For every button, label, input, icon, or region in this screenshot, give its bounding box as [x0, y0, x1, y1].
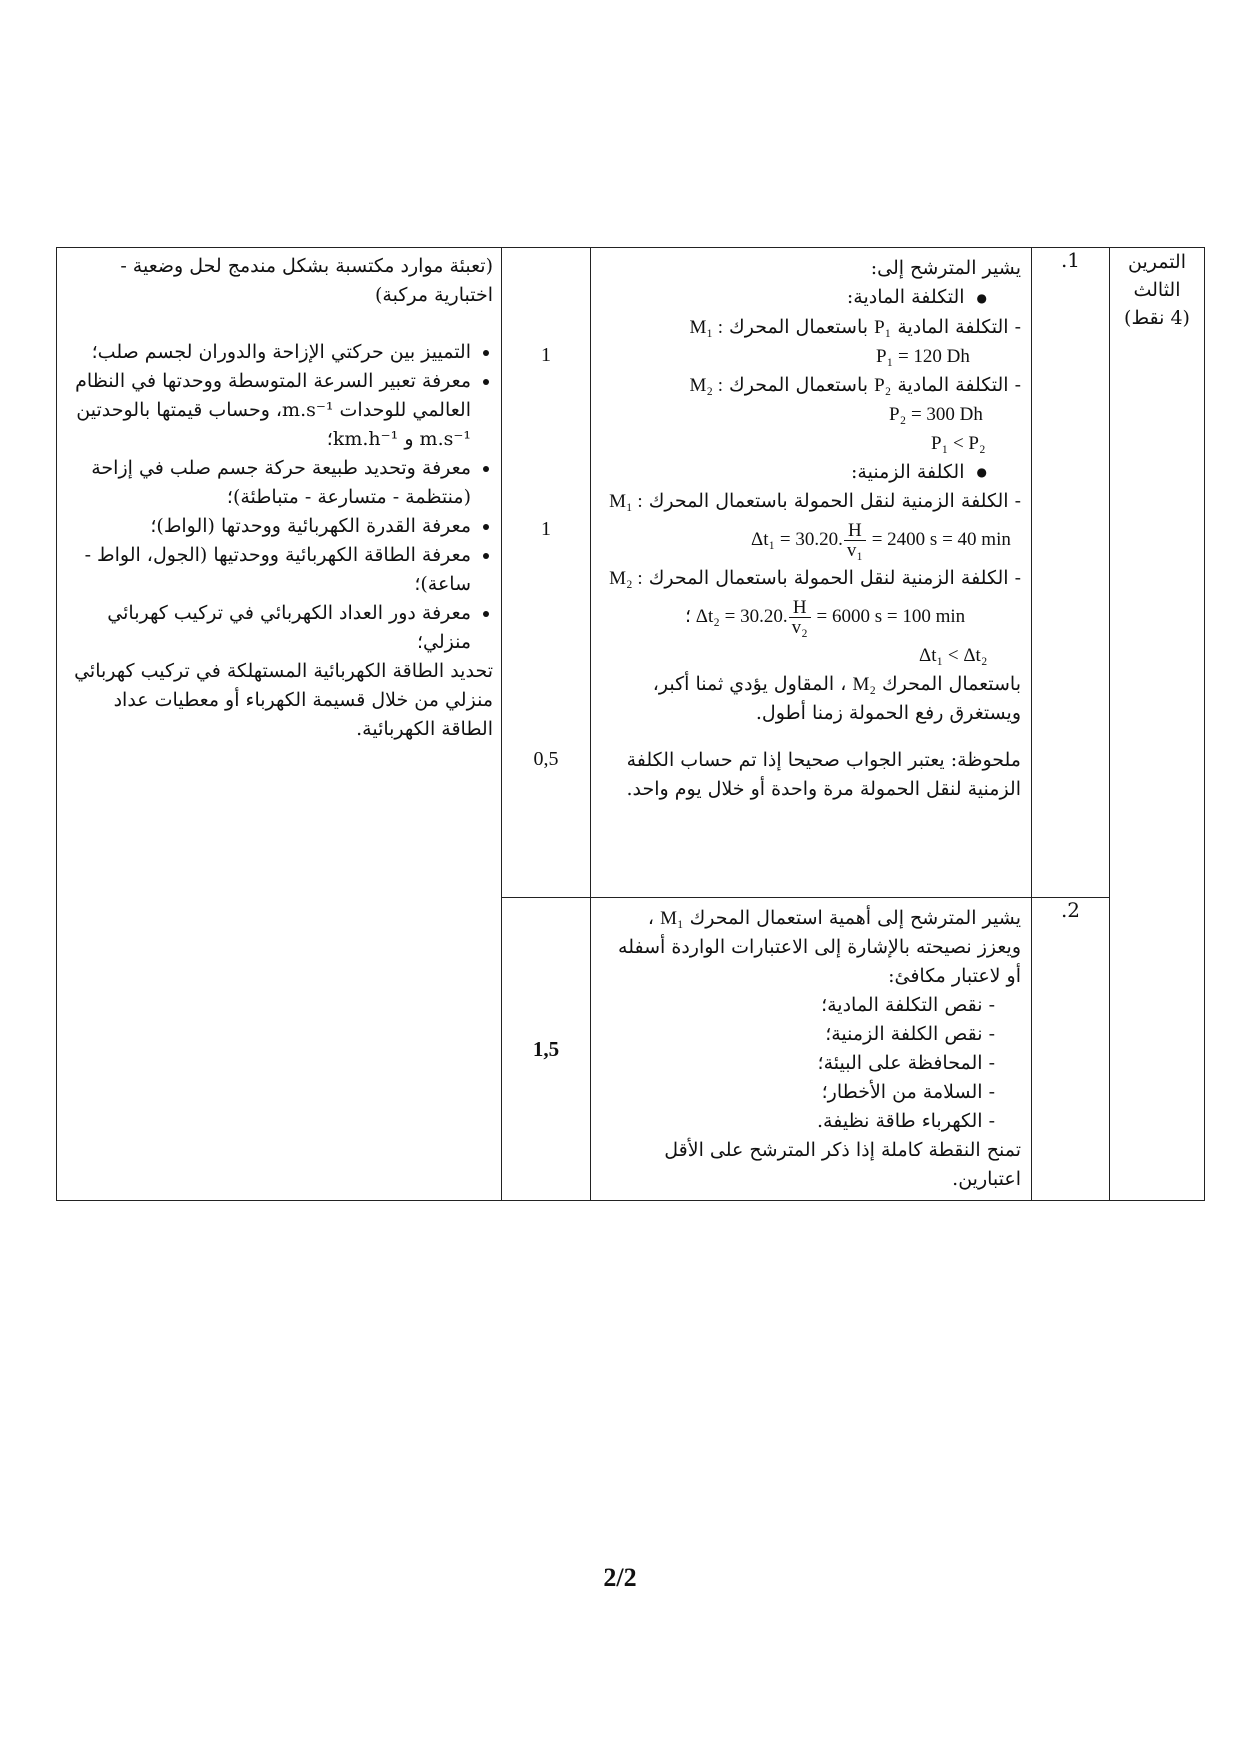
- t2-end: ؛: [685, 606, 692, 628]
- objective-item: • معرفة الطاقة الكهربائية ووحدتيها (الجول، الواط - ساعة)؛: [65, 541, 471, 599]
- t1-numerator: H: [844, 521, 866, 541]
- note-line2: الزمنية لنقل الحمولة مرة واحدة أو خلال يوم واحد.: [626, 778, 1021, 801]
- objective-item: • معرفة دور العداد الكهربائي في تركيب كهربائي منزلي؛: [65, 599, 471, 657]
- q2-line1-a: يشير المترشح إلى أهمية استعمال المحرك: [689, 907, 1021, 929]
- t2-motor: M₂ :: [609, 568, 643, 590]
- q2-motor: M₁: [660, 908, 684, 929]
- page-number: 2/2: [603, 1563, 637, 1592]
- t1-fraction: [844, 521, 866, 560]
- points-cell-1: [502, 248, 591, 898]
- material-heading: التكلفة المادية:: [846, 286, 965, 308]
- t2-eq-left: Δt₂ = 30.20.: [695, 606, 788, 628]
- exercise-title: التمرين: [1127, 251, 1187, 273]
- objectives-cell: [57, 248, 502, 1201]
- q2-line1-b: ،: [647, 907, 655, 929]
- p2-motor: M₂ :: [689, 374, 723, 396]
- t-compare: Δt₁ < Δt₂: [919, 645, 988, 667]
- consideration-item: - نقص التكلفة المادية؛: [821, 994, 995, 1016]
- objective-item: • التمييز بين حركتي الإزاحة والدوران لجسم صلب؛: [65, 338, 471, 367]
- t1-denominator: v₁: [846, 540, 863, 562]
- exercise-points: (4 نقط): [1124, 307, 1190, 329]
- answer-cell-2: [591, 898, 1032, 1201]
- t2-denominator: v₂: [791, 617, 808, 639]
- points-value: 0,5: [533, 748, 559, 770]
- t2-numerator: H: [789, 598, 811, 618]
- t2-fraction: [789, 598, 811, 637]
- p-compare: P₁ < P₂: [931, 432, 986, 454]
- t2-label: - الكلفة الزمنية لنقل الحمولة باستعمال المحرك: [648, 567, 1021, 590]
- conclusion-motor: M₂: [852, 674, 876, 696]
- objective-item: • معرفة القدرة الكهربائية ووحدتها (الواط)؛: [65, 512, 471, 541]
- conclusion-line2: ويستغرق رفع الحمولة زمنا أطول.: [755, 702, 1021, 725]
- objectives-list: [65, 338, 493, 657]
- q2-footer2: اعتبارين.: [952, 1168, 1021, 1190]
- bullet-icon: [965, 286, 987, 308]
- q2-line2: ويعزز نصيحته بالإشارة إلى الاعتبارات الواردة أسفله: [618, 936, 1021, 958]
- t2-eq-right: = 6000 s = 100 min: [816, 606, 966, 628]
- p1-motor: M₁ :: [689, 316, 723, 338]
- t1-eq-left: Δt₁ = 30.20.: [751, 529, 843, 550]
- conclusion-b: ، المقاول يؤدي ثمنا أكبر،: [652, 673, 847, 696]
- answer-cell-1: [591, 248, 1032, 898]
- exercise-cell: [1110, 248, 1205, 1201]
- question-label: .2: [1060, 898, 1081, 922]
- objectives-header-cont: اختبارية مركبة): [374, 284, 493, 306]
- consideration-item: - الكهرباء طاقة نظيفة.: [817, 1110, 995, 1132]
- p1-value: P₁ = 120 Dh: [876, 345, 970, 367]
- points-value: 1: [541, 518, 551, 540]
- objectives-footer: تحديد الطاقة الكهربائية المستهلكة في تركيب كهربائي منزلي من خلال قسيمة الكهرباء أو معطيات عداد الطاقة الكهربائية.: [74, 660, 493, 740]
- question-number-2: [1032, 898, 1110, 1201]
- question-number-1: [1032, 248, 1110, 898]
- t1-label: - الكلفة الزمنية لنقل الحمولة باستعمال المحرك: [648, 490, 1021, 512]
- p2-symbol: P₂: [874, 374, 892, 396]
- p1-label: - التكلفة المادية: [897, 315, 1021, 338]
- conclusion-a: باستعمال المحرك: [882, 673, 1021, 696]
- p2-label: - التكلفة المادية: [897, 373, 1021, 396]
- consideration-item: - نقص الكلفة الزمنية؛: [825, 1023, 995, 1045]
- time-heading: الكلفة الزمنية:: [851, 460, 965, 483]
- question-label: .1: [1060, 248, 1081, 272]
- points-value: 1: [541, 344, 551, 366]
- consideration-item: - المحافظة على البيئة؛: [817, 1052, 995, 1074]
- p1-symbol: P₁: [874, 316, 892, 338]
- t1-motor: M₁ :: [609, 491, 643, 512]
- points-value: 1,5: [532, 1036, 560, 1061]
- bullet-icon: [965, 461, 987, 483]
- p2-mid: باستعمال المحرك: [729, 373, 869, 396]
- objective-item: • معرفة وتحديد طبيعة حركة جسم صلب في إزاحة (منتظمة - متسارعة - متباطئة)؛: [65, 454, 471, 512]
- note-line1: ملحوظة: يعتبر الجواب صحيحا إذا تم حساب الكلفة: [626, 749, 1021, 772]
- points-cell-2: [502, 898, 591, 1201]
- q2-footer1: تمنح النقطة كاملة إذا ذكر المترشح على الأقل: [664, 1139, 1021, 1161]
- q2-line3: أو لاعتبار مكافئ:: [888, 965, 1021, 987]
- objective-item: • معرفة تعبير السرعة المتوسطة ووحدتها في النظام العالمي للوحدات m.s⁻¹، وحساب قيمتها بالوحدتين m.s⁻¹ و km.h⁻¹؛: [65, 367, 471, 454]
- consideration-item: - السلامة من الأخطار؛: [821, 1081, 995, 1103]
- exercise-subtitle: الثالث: [1133, 279, 1181, 301]
- p2-value: P₂ = 300 Dh: [889, 403, 983, 425]
- answer-intro: يشير المترشح إلى:: [870, 257, 1021, 279]
- t1-eq-right: = 2400 s = 40 min: [871, 529, 1011, 550]
- p1-mid: باستعمال المحرك: [729, 315, 869, 338]
- correction-table: [56, 247, 1205, 1201]
- objectives-header: (تعبئة موارد مكتسبة بشكل مندمج لحل وضعية -: [120, 255, 493, 277]
